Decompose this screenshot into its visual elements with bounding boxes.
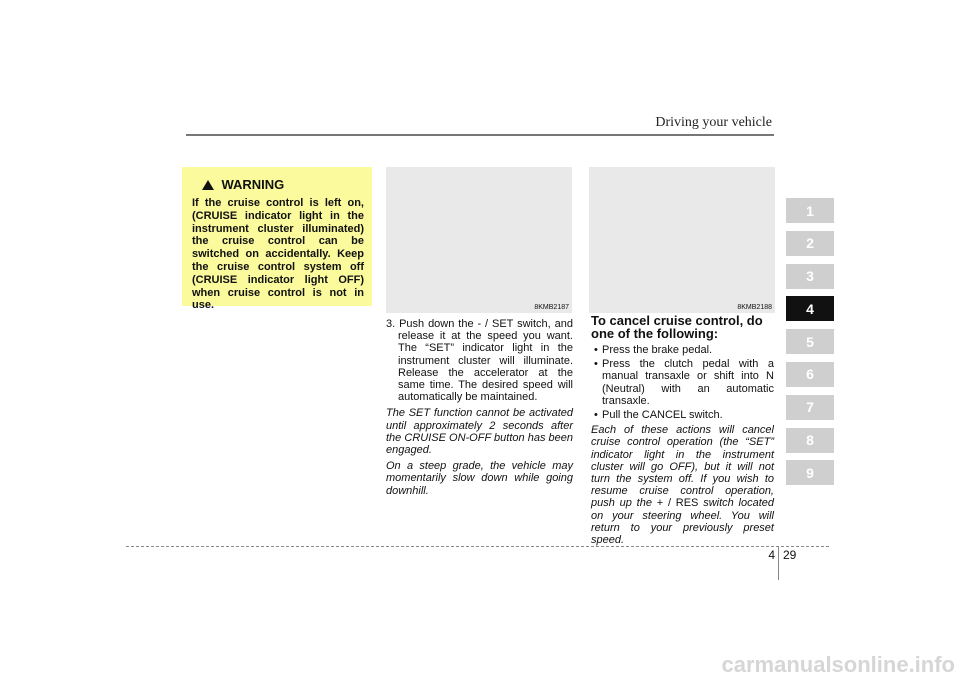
chapter-tab-7[interactable]: 7 bbox=[786, 395, 834, 420]
column-set-instructions bbox=[386, 318, 573, 501]
steep-grade-note: On a steep grade, the vehicle may momentarily slow down while going downhill. bbox=[386, 460, 573, 497]
page-chapter-number: 4 bbox=[768, 548, 775, 562]
list-item: • Press the clutch pedal with a manual transaxle or shift into N (Neutral) with an automatic transaxle. bbox=[591, 358, 774, 407]
header-rule bbox=[186, 134, 774, 136]
footer-rule bbox=[126, 546, 829, 547]
list-item: • Pull the CANCEL switch. bbox=[591, 409, 774, 421]
page-number: 29 bbox=[783, 548, 797, 562]
chapter-tab-9[interactable]: 9 bbox=[786, 460, 834, 485]
chapter-tab-1[interactable]: 1 bbox=[786, 198, 834, 223]
cancel-heading: To cancel cruise control, do one of the following: bbox=[591, 313, 763, 341]
warning-title: WARNING bbox=[221, 177, 285, 192]
footer-divider bbox=[778, 546, 779, 580]
cancel-note-part1: Each of these actions will cancel cruise control operation (the “SET” indicator light in the instrument cluster will go OFF), but it will not turn the system off. If you wish to resume cruise control operation, push up the bbox=[591, 424, 774, 510]
chapter-tab-6[interactable]: 6 bbox=[786, 362, 834, 387]
warning-header bbox=[202, 176, 364, 194]
chapter-tabs bbox=[786, 198, 834, 493]
chapter-tab-2[interactable]: 2 bbox=[786, 231, 834, 256]
res-switch-label: + / RES bbox=[656, 497, 699, 510]
warning-triangle-icon bbox=[202, 180, 214, 190]
chapter-tab-4[interactable]: 4 bbox=[786, 296, 834, 321]
set-function-note: The SET function cannot be activated until approximately 2 seconds after the CRUISE ON-OFF button has been engaged. bbox=[386, 407, 573, 457]
warning-text: If the cruise control is left on, (CRUISE indicator light in the instrument cluster illuminated) the cruise control can be switched on accidentally. Keep the cruise control system off (CRUISE indicator light OFF) when cruise control is not in use. bbox=[192, 197, 364, 312]
list-item: • Press the brake pedal. bbox=[591, 344, 774, 356]
figure-label: 8KMB2188 bbox=[737, 304, 772, 311]
warning-box bbox=[182, 167, 372, 312]
chapter-tab-8[interactable]: 8 bbox=[786, 428, 834, 453]
chapter-tab-3[interactable]: 3 bbox=[786, 264, 834, 289]
chapter-tab-5[interactable]: 5 bbox=[786, 329, 834, 354]
figure-cruise-set-switch bbox=[386, 167, 572, 313]
cancel-note-part2: switch located on your steering wheel. You will return to your previously preset speed. bbox=[591, 497, 774, 547]
watermark: carmanualsonline.info bbox=[721, 652, 955, 677]
page-header-title: Driving your vehicle bbox=[655, 115, 772, 130]
cancel-list bbox=[591, 344, 774, 421]
column-cancel-instructions bbox=[591, 314, 774, 550]
step-3-text: 3. Push down the - / SET switch, and release it at the speed you want. The “SET” indicator light in the instrument cluster will illuminate. Release the accelerator at the same time. The desired speed will automatically be maintained. bbox=[386, 318, 573, 404]
figure-label: 8KMB2187 bbox=[534, 304, 569, 311]
cancel-note bbox=[591, 424, 774, 546]
figure-cruise-cancel-switch bbox=[589, 167, 775, 313]
